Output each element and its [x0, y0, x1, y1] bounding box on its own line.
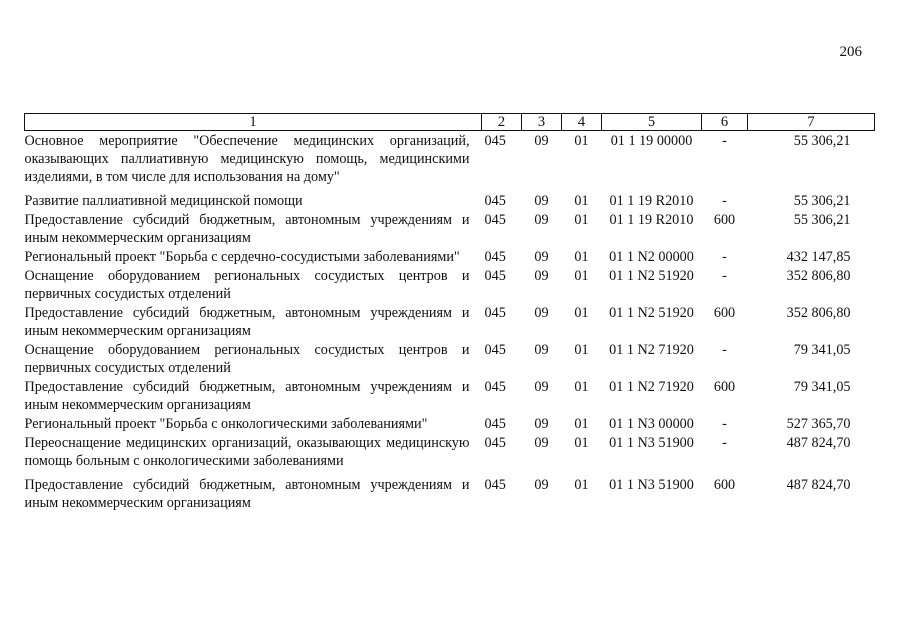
- row-section-cell: 09: [534, 305, 549, 321]
- row-name-cell: Региональный проект "Борьба с онкологическими заболеваниями": [24, 416, 428, 432]
- row-subsection-cell: 01: [574, 193, 589, 209]
- row-subsection-cell: 01: [574, 268, 589, 284]
- row-subsection-cell: 01: [574, 342, 589, 358]
- table-row: [25, 131, 875, 192]
- row-sum-cell: 487 824,70: [786, 435, 851, 451]
- row-expense-type-cell: -: [722, 342, 727, 358]
- row-admin-code-cell: 045: [484, 435, 506, 451]
- page-number: 206: [839, 44, 862, 60]
- row-subsection-cell: 01: [574, 416, 589, 432]
- table-row: [25, 340, 875, 377]
- row-target-article-cell: 01 1 N2 51920: [609, 268, 694, 284]
- table-row: [25, 191, 875, 210]
- row-section-cell: 09: [534, 133, 549, 149]
- row-sum-cell: 527 365,70: [786, 416, 851, 432]
- row-section-cell: 09: [534, 379, 549, 395]
- row-name-cell: Оснащение оборудованием региональных сосудистых центров и первичных сосудистых отделений: [24, 268, 470, 302]
- table-row: [25, 266, 875, 303]
- row-name-cell: Предоставление субсидий бюджетным, автономным учреждениям и иным некоммерческим организациям: [24, 212, 470, 246]
- row-expense-type-cell: -: [722, 435, 727, 451]
- row-subsection-cell: 01: [574, 477, 589, 493]
- row-name-cell: Предоставление субсидий бюджетным, автономным учреждениям и иным некоммерческим организациям: [24, 477, 470, 511]
- row-sum-cell: 55 306,21: [793, 193, 851, 209]
- row-section-cell: 09: [534, 435, 549, 451]
- row-name-cell: Региональный проект "Борьба с сердечно-сосудистыми заболеваниями": [24, 249, 460, 265]
- row-subsection-cell: 01: [574, 379, 589, 395]
- row-name-cell: Основное мероприятие "Обеспечение медицинских организаций, оказывающих паллиативную медицинскую помощь, медицинскими изделиями, в том числе для использования на дому": [24, 133, 470, 185]
- row-subsection-cell: 01: [574, 249, 589, 265]
- header-col-7: 7: [748, 114, 875, 131]
- row-admin-code-cell: 045: [484, 379, 506, 395]
- row-subsection-cell: 01: [574, 435, 589, 451]
- row-target-article-cell: 01 1 N2 51920: [609, 305, 694, 321]
- table-row: [25, 303, 875, 340]
- row-section-cell: 09: [534, 342, 549, 358]
- row-admin-code-cell: 045: [484, 342, 506, 358]
- row-name-cell: Развитие паллиативной медицинской помощи: [24, 193, 303, 209]
- row-admin-code-cell: 045: [484, 133, 506, 149]
- header-row: [25, 114, 875, 131]
- header-col-6: 6: [702, 114, 748, 131]
- row-subsection-cell: 01: [574, 212, 589, 228]
- row-target-article-cell: 01 1 19 00000: [610, 133, 693, 149]
- header-col-4: 4: [562, 114, 602, 131]
- row-admin-code-cell: 045: [484, 249, 506, 265]
- row-expense-type-cell: 600: [713, 212, 736, 228]
- row-section-cell: 09: [534, 212, 549, 228]
- row-sum-cell: 352 806,80: [786, 268, 851, 284]
- header-col-2: 2: [482, 114, 522, 131]
- row-expense-type-cell: 600: [713, 477, 736, 493]
- row-expense-type-cell: -: [722, 133, 727, 149]
- row-target-article-cell: 01 1 N3 51900: [609, 477, 694, 493]
- row-sum-cell: 432 147,85: [786, 249, 851, 265]
- row-name-cell: Переоснащение медицинских организаций, оказывающих медицинскую помощь больным с онкологическими заболеваниями: [24, 435, 470, 469]
- table-row: [25, 433, 875, 475]
- row-target-article-cell: 01 1 N3 51900: [609, 435, 694, 451]
- header-col-3: 3: [522, 114, 562, 131]
- row-section-cell: 09: [534, 249, 549, 265]
- row-expense-type-cell: -: [722, 193, 727, 209]
- table-row: [25, 377, 875, 414]
- table-row: [25, 210, 875, 247]
- row-sum-cell: 79 341,05: [793, 342, 851, 358]
- row-subsection-cell: 01: [574, 133, 589, 149]
- budget-table: [24, 113, 875, 512]
- row-sum-cell: 79 341,05: [793, 379, 851, 395]
- row-section-cell: 09: [534, 193, 549, 209]
- row-admin-code-cell: 045: [484, 268, 506, 284]
- row-admin-code-cell: 045: [484, 212, 506, 228]
- row-admin-code-cell: 045: [484, 193, 506, 209]
- table-row: [25, 247, 875, 266]
- row-target-article-cell: 01 1 N2 00000: [609, 249, 694, 265]
- row-section-cell: 09: [534, 477, 549, 493]
- row-admin-code-cell: 045: [484, 416, 506, 432]
- row-name-cell: Оснащение оборудованием региональных сосудистых центров и первичных сосудистых отделений: [24, 342, 470, 376]
- row-target-article-cell: 01 1 19 R2010: [609, 193, 694, 209]
- row-name-cell: Предоставление субсидий бюджетным, автономным учреждениям и иным некоммерческим организациям: [24, 305, 470, 339]
- row-expense-type-cell: -: [722, 268, 727, 284]
- row-target-article-cell: 01 1 N2 71920: [609, 342, 694, 358]
- row-expense-type-cell: -: [722, 416, 727, 432]
- row-name-cell: Предоставление субсидий бюджетным, автономным учреждениям и иным некоммерческим организациям: [24, 379, 470, 413]
- row-target-article-cell: 01 1 N3 00000: [609, 416, 694, 432]
- row-target-article-cell: 01 1 19 R2010: [609, 212, 694, 228]
- row-admin-code-cell: 045: [484, 477, 506, 493]
- table-row: [25, 414, 875, 433]
- row-section-cell: 09: [534, 416, 549, 432]
- row-sum-cell: 352 806,80: [786, 305, 851, 321]
- header-col-1: 1: [25, 114, 482, 131]
- row-sum-cell: 55 306,21: [793, 212, 851, 228]
- row-expense-type-cell: 600: [713, 305, 736, 321]
- table-body: [25, 131, 875, 513]
- table-row: [25, 475, 875, 512]
- row-sum-cell: 487 824,70: [786, 477, 851, 493]
- header-col-5: 5: [602, 114, 702, 131]
- row-target-article-cell: 01 1 N2 71920: [609, 379, 694, 395]
- row-expense-type-cell: 600: [713, 379, 736, 395]
- row-section-cell: 09: [534, 268, 549, 284]
- row-expense-type-cell: -: [722, 249, 727, 265]
- row-subsection-cell: 01: [574, 305, 589, 321]
- row-sum-cell: 55 306,21: [793, 133, 851, 149]
- row-admin-code-cell: 045: [484, 305, 506, 321]
